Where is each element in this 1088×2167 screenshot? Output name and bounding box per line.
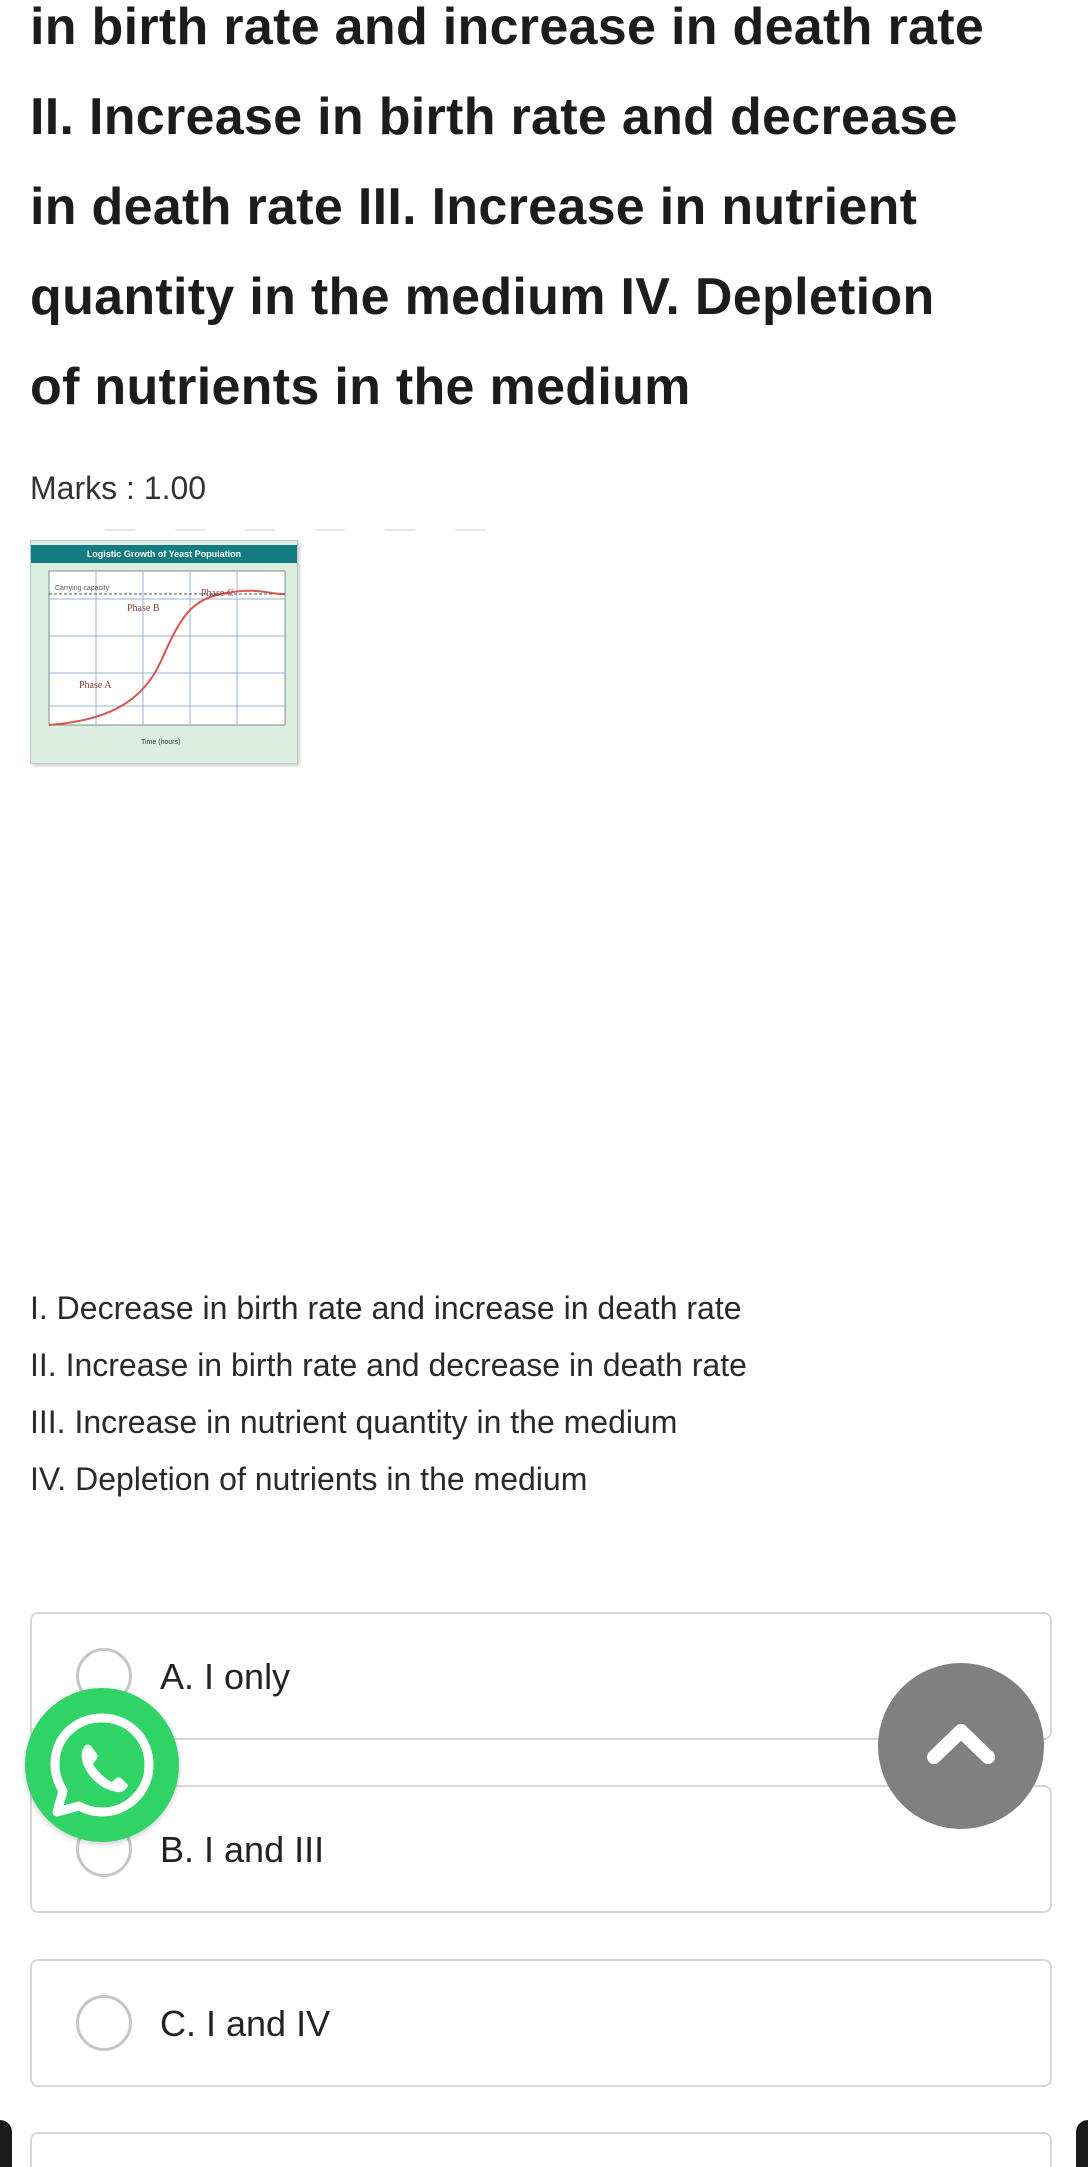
phase-b-label: Phase B <box>127 603 160 614</box>
question-line: of nutrients in the medium <box>30 358 691 416</box>
option-c-radio[interactable] <box>76 1995 132 2051</box>
device-frame-corner-left <box>0 2120 12 2167</box>
question-line: quantity in the medium IV. Depletion <box>30 268 935 326</box>
carrying-capacity-label: Carrying capacity <box>55 585 110 592</box>
figure-title: Logistic Growth of Yeast Population <box>31 545 297 563</box>
option-a-label: A. I only <box>160 1656 291 1697</box>
marks-info <box>30 470 206 507</box>
phase-c-label: Phase C <box>201 588 234 599</box>
x-axis-label: Time (hours) <box>141 739 181 746</box>
option-c-label: C. I and IV <box>160 2003 331 2044</box>
marks-label: Marks <box>30 470 118 506</box>
statement-item: I. Decrease in birth rate and increase in death rate <box>30 1290 742 1326</box>
scroll-to-top-button[interactable] <box>878 1663 1044 1829</box>
chevron-up-icon <box>878 1663 1044 1829</box>
question-line: II. Increase in birth rate and decrease <box>30 88 958 146</box>
marks-separator: : <box>126 470 144 506</box>
phase-a-label: Phase A <box>79 680 112 691</box>
option-b-label: B. I and III <box>160 1829 325 1870</box>
marks-value: 1.00 <box>143 470 207 506</box>
device-frame-corner-right <box>1076 2120 1088 2167</box>
question-text <box>30 0 1060 432</box>
whatsapp-button[interactable] <box>25 1688 179 1842</box>
faint-divider <box>105 529 495 531</box>
statement-item: III. Increase in nutrient quantity in the medium <box>30 1404 678 1440</box>
figure-graph <box>31 541 297 763</box>
statement-item: II. Increase in birth rate and decrease in death rate <box>30 1347 747 1383</box>
question-line: in death rate III. Increase in nutrient <box>30 178 918 236</box>
option-c[interactable] <box>30 1959 1052 2087</box>
option-d-partial[interactable] <box>30 2132 1052 2167</box>
statement-list <box>30 1280 747 1508</box>
question-line: in birth rate and increase in death rate <box>30 0 985 56</box>
logistic-growth-figure <box>30 540 298 764</box>
statement-item: IV. Depletion of nutrients in the medium <box>30 1461 588 1497</box>
whatsapp-icon <box>25 1688 179 1842</box>
